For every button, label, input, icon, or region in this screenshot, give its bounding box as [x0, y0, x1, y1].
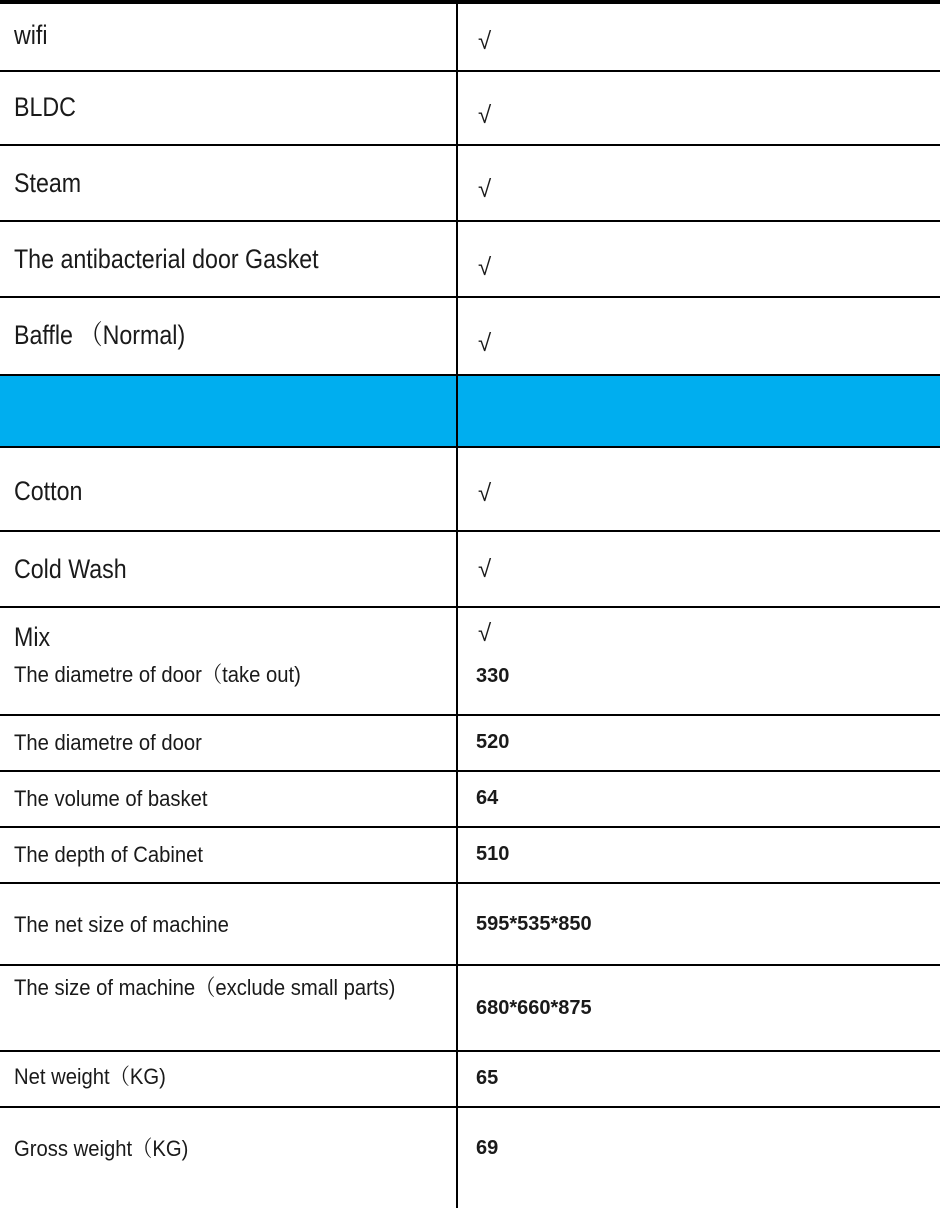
spec-label: The diametre of door（take out) [14, 662, 301, 687]
spec-value: 64 [476, 787, 499, 809]
feature-cell [0, 72, 458, 146]
row-divider [0, 374, 940, 376]
check-mark: √ [478, 620, 492, 647]
feature-cell [0, 298, 458, 374]
spec-label-cell [0, 716, 458, 770]
spec-value-cell [458, 884, 940, 964]
spec-label: Gross weight（KG) [14, 1136, 189, 1161]
table-row [0, 1052, 940, 1106]
check-cell [458, 0, 940, 72]
spec-label: The depth of Cabinet [14, 842, 204, 867]
check-mark: √ [478, 102, 492, 129]
check-cell [458, 448, 940, 532]
check-mark: √ [478, 28, 492, 55]
spec-value-cell [458, 1052, 940, 1106]
spec-value: 69 [476, 1137, 499, 1159]
row-divider [0, 70, 940, 72]
feature-label: The antibacterial door Gasket [14, 244, 319, 274]
feature-cell [0, 0, 458, 72]
row-divider [0, 1050, 940, 1052]
check-cell [458, 608, 940, 656]
spec-value-cell [458, 966, 940, 1050]
row-divider [0, 1106, 940, 1108]
spec-value-cell [458, 716, 940, 770]
table-row [0, 716, 940, 770]
table-row [0, 222, 940, 298]
table-row [0, 448, 940, 532]
table-row [0, 772, 940, 826]
table-row [0, 532, 940, 608]
feature-label: Steam [14, 168, 82, 198]
program-label: Mix [14, 622, 51, 652]
program-label: Cotton [14, 476, 83, 506]
spec-label-cell [0, 828, 458, 882]
table-row [0, 656, 940, 714]
spec-label-cell [0, 656, 458, 714]
spec-value-cell [458, 772, 940, 826]
spec-value: 330 [476, 665, 510, 687]
row-divider [0, 714, 940, 716]
spec-value: 680*660*875 [476, 997, 592, 1019]
check-mark: √ [478, 330, 492, 357]
column-divider [456, 0, 458, 1208]
row-divider [0, 770, 940, 772]
check-cell [458, 146, 940, 222]
table-row [0, 608, 940, 656]
feature-label: BLDC [14, 92, 76, 122]
check-cell [458, 222, 940, 298]
spec-label: The size of machine（exclude small parts) [14, 975, 396, 1000]
check-mark: √ [478, 254, 492, 281]
row-divider [0, 530, 940, 532]
spec-label-cell [0, 884, 458, 964]
spec-label-cell [0, 966, 458, 1050]
row-divider [0, 606, 940, 608]
section-header-band [0, 376, 940, 446]
check-mark: √ [478, 480, 492, 507]
row-divider [0, 882, 940, 884]
table-row [0, 884, 940, 964]
row-divider [0, 220, 940, 222]
spec-value: 520 [476, 731, 510, 753]
row-divider [0, 826, 940, 828]
spec-label: Net weight（KG) [14, 1064, 166, 1089]
row-divider [0, 964, 940, 966]
spec-label: The volume of basket [14, 786, 208, 811]
row-divider [0, 446, 940, 448]
feature-cell [0, 146, 458, 222]
spec-value: 65 [476, 1067, 499, 1089]
spec-label-cell [0, 1052, 458, 1106]
table-row [0, 828, 940, 882]
spec-label-cell [0, 1108, 458, 1208]
spec-label-cell [0, 772, 458, 826]
table-row [0, 0, 940, 72]
program-cell [0, 532, 458, 608]
table-row [0, 298, 940, 374]
check-cell [458, 72, 940, 146]
table-row [0, 146, 940, 222]
check-cell [458, 532, 940, 608]
check-mark: √ [478, 176, 492, 203]
table-row [0, 1108, 940, 1208]
row-divider [0, 296, 940, 298]
program-cell [0, 608, 458, 656]
check-cell [458, 298, 940, 374]
feature-label: Baffle （Normal) [14, 320, 186, 350]
feature-cell [0, 222, 458, 298]
program-label: Cold Wash [14, 554, 127, 584]
spec-label: The net size of machine [14, 912, 229, 937]
spec-value-cell [458, 828, 940, 882]
spec-value-cell [458, 656, 940, 714]
table-row [0, 966, 940, 1050]
table-row [0, 72, 940, 146]
feature-label: wifi [14, 20, 48, 50]
check-mark: √ [478, 556, 492, 583]
spec-value: 595*535*850 [476, 913, 592, 935]
spec-value: 510 [476, 843, 510, 865]
program-cell [0, 448, 458, 532]
row-divider [0, 144, 940, 146]
table-border-top [0, 0, 940, 4]
spec-value-cell [458, 1108, 940, 1208]
spec-label: The diametre of door [14, 730, 202, 755]
